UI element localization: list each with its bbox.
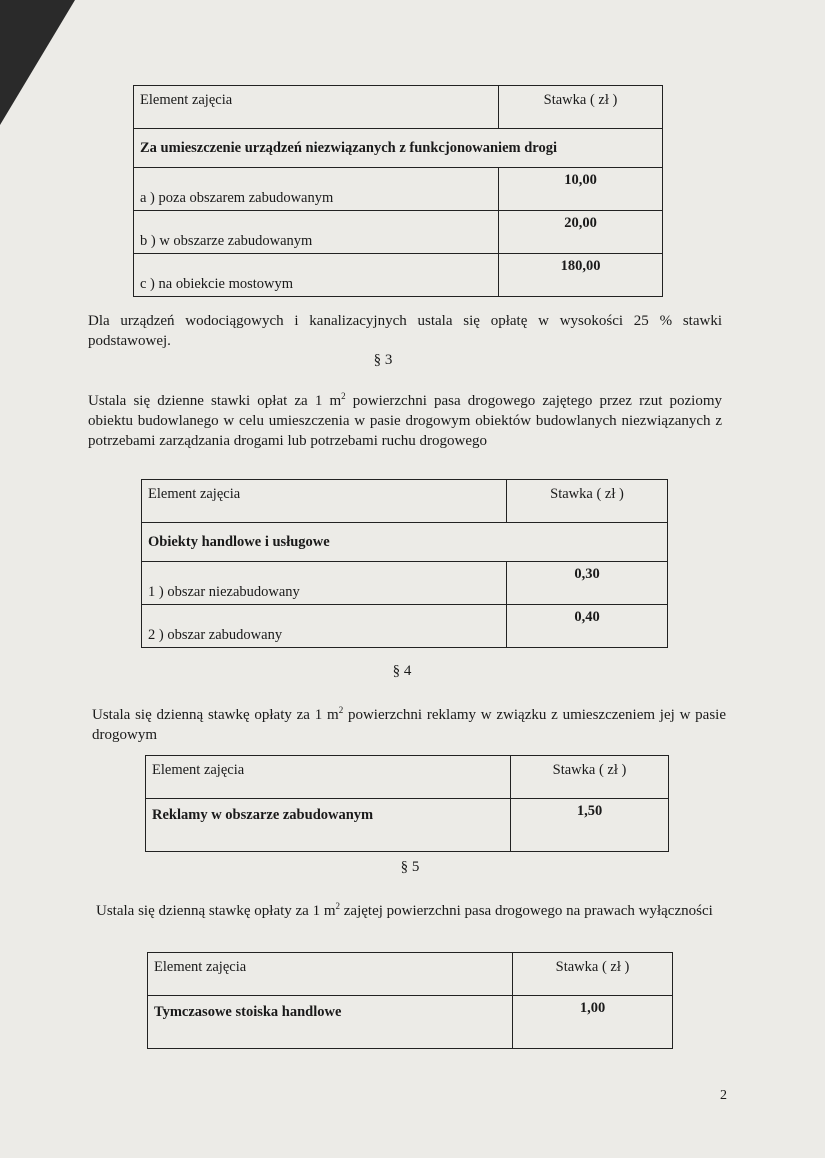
table-row [146, 799, 669, 852]
row-label: 1 ) obszar niezabudowany [142, 562, 507, 605]
fee-table-advertising [145, 755, 669, 852]
row-label: Tymczasowe stoiska handlowe [148, 996, 513, 1049]
table-row [134, 168, 663, 211]
paragraph-section-5 [96, 896, 730, 921]
paragraph-text-end: powierzchni pasa drogowego zajętego przez rzut poziomy obiektu budowlanego w celu umieszczenia w pasie drogowym obiektów budowlanych niezwiązanych z potrzebami zarządzania drogami lub potrzebami ruchu drogowego [88, 393, 722, 449]
header-element-label: Element zajęcia [148, 953, 513, 996]
row-value: 0,30 [507, 562, 668, 605]
superscript: 2 [338, 705, 344, 715]
header-element-label: Element zajęcia [134, 86, 499, 129]
table-row [134, 254, 663, 297]
paragraph-text-end: zajętej powierzchni pasa drogowego na prawach wyłączności [340, 903, 713, 919]
fee-table-buildings [141, 479, 668, 648]
header-rate-label: Stawka ( zł ) [507, 480, 668, 523]
paragraph-section-3 [88, 386, 722, 451]
row-label: b ) w obszarze zabudowanym [134, 211, 499, 254]
row-label: c ) na obiekcie mostowym [134, 254, 499, 297]
row-value: 1,50 [511, 799, 669, 852]
row-value: 1,00 [513, 996, 673, 1049]
paragraph-text-end: powierzchni reklamy w związku z umieszczeniem jej w pasie drogowym [92, 707, 727, 743]
superscript: 2 [335, 901, 341, 911]
table-row [134, 211, 663, 254]
header-element-label: Element zajęcia [142, 480, 507, 523]
paragraph-section-4 [92, 700, 726, 745]
fee-table-stalls [147, 952, 673, 1049]
table-row [142, 562, 668, 605]
header-rate-label: Stawka ( zł ) [499, 86, 663, 129]
table-row [142, 605, 668, 648]
row-value: 10,00 [499, 168, 663, 211]
row-value: 0,40 [507, 605, 668, 648]
header-rate-label: Stawka ( zł ) [513, 953, 673, 996]
row-label: 2 ) obszar zabudowany [142, 605, 507, 648]
table-group-heading: Obiekty handlowe i usługowe [142, 523, 668, 562]
table-row [148, 996, 673, 1049]
paragraph-water-sewer: Dla urządzeń wodociągowych i kanalizacyjnych ustala się opłatę w wysokości 25 % stawki podstawowej. [88, 313, 722, 349]
scan-corner-shadow [0, 0, 75, 125]
row-value: 20,00 [499, 211, 663, 254]
row-value: 180,00 [499, 254, 663, 297]
superscript: 2 [341, 391, 346, 401]
header-rate-label: Stawka ( zł ) [511, 756, 669, 799]
section-5-heading: § 5 [400, 859, 420, 875]
paragraph-text-start: Ustala się dzienne stawki opłat za 1 m [88, 393, 342, 409]
row-label: a ) poza obszarem zabudowanym [134, 168, 499, 211]
table-group-heading: Za umieszczenie urządzeń niezwiązanych z funkcjonowaniem drogi [134, 129, 663, 168]
paragraph-text-start: Ustala się dzienną stawkę opłaty za 1 m [92, 707, 339, 723]
section-3-heading: § 3 [373, 352, 393, 368]
section-4-heading: § 4 [392, 663, 412, 679]
header-element-label: Element zajęcia [146, 756, 511, 799]
fee-table-devices [133, 85, 663, 297]
paragraph-text-start: Ustala się dzienną stawkę opłaty za 1 m [96, 903, 336, 919]
page-number: 2 [720, 1088, 727, 1103]
row-label: Reklamy w obszarze zabudowanym [146, 799, 511, 852]
